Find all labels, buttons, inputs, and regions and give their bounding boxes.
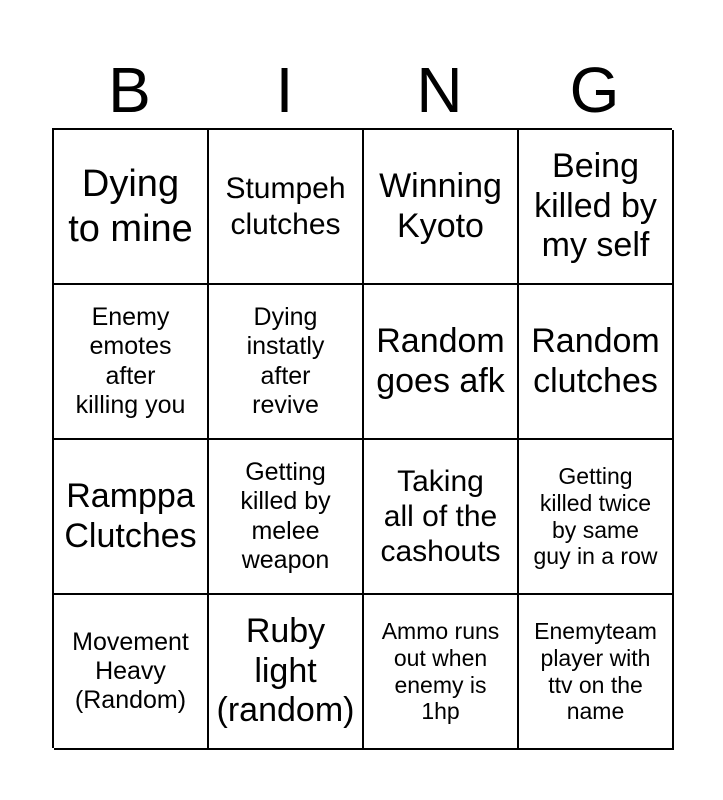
bingo-cell[interactable]: Ruby light (random) xyxy=(209,595,364,750)
bingo-cell[interactable]: Getting killed by melee weapon xyxy=(209,440,364,595)
bingo-cell[interactable]: Ammo runs out when enemy is 1hp xyxy=(364,595,519,750)
bingo-cell[interactable]: Movement Heavy (Random) xyxy=(54,595,209,750)
bingo-cell[interactable]: Being killed by my self xyxy=(519,130,674,285)
bingo-cell[interactable]: Dying to mine xyxy=(54,130,209,285)
bingo-header xyxy=(52,52,672,128)
bingo-cell[interactable]: Taking all of the cashouts xyxy=(364,440,519,595)
bingo-cell[interactable]: Enemyteam player with ttv on the name xyxy=(519,595,674,750)
bingo-cell[interactable]: Random clutches xyxy=(519,285,674,440)
bingo-cell[interactable]: Ramppa Clutches xyxy=(54,440,209,595)
bingo-cell[interactable]: Random goes afk xyxy=(364,285,519,440)
header-letter-i: I xyxy=(275,54,294,126)
header-letter-g: G xyxy=(569,54,620,126)
bingo-cell[interactable]: Dying instatly after revive xyxy=(209,285,364,440)
bingo-cell[interactable]: Getting killed twice by same guy in a row xyxy=(519,440,674,595)
header-letter-n: N xyxy=(416,54,463,126)
bingo-cell[interactable]: Enemy emotes after killing you xyxy=(54,285,209,440)
bingo-cell[interactable]: Stumpeh clutches xyxy=(209,130,364,285)
header-letter-b: B xyxy=(108,54,151,126)
bingo-board xyxy=(52,128,672,748)
bingo-cell[interactable]: Winning Kyoto xyxy=(364,130,519,285)
